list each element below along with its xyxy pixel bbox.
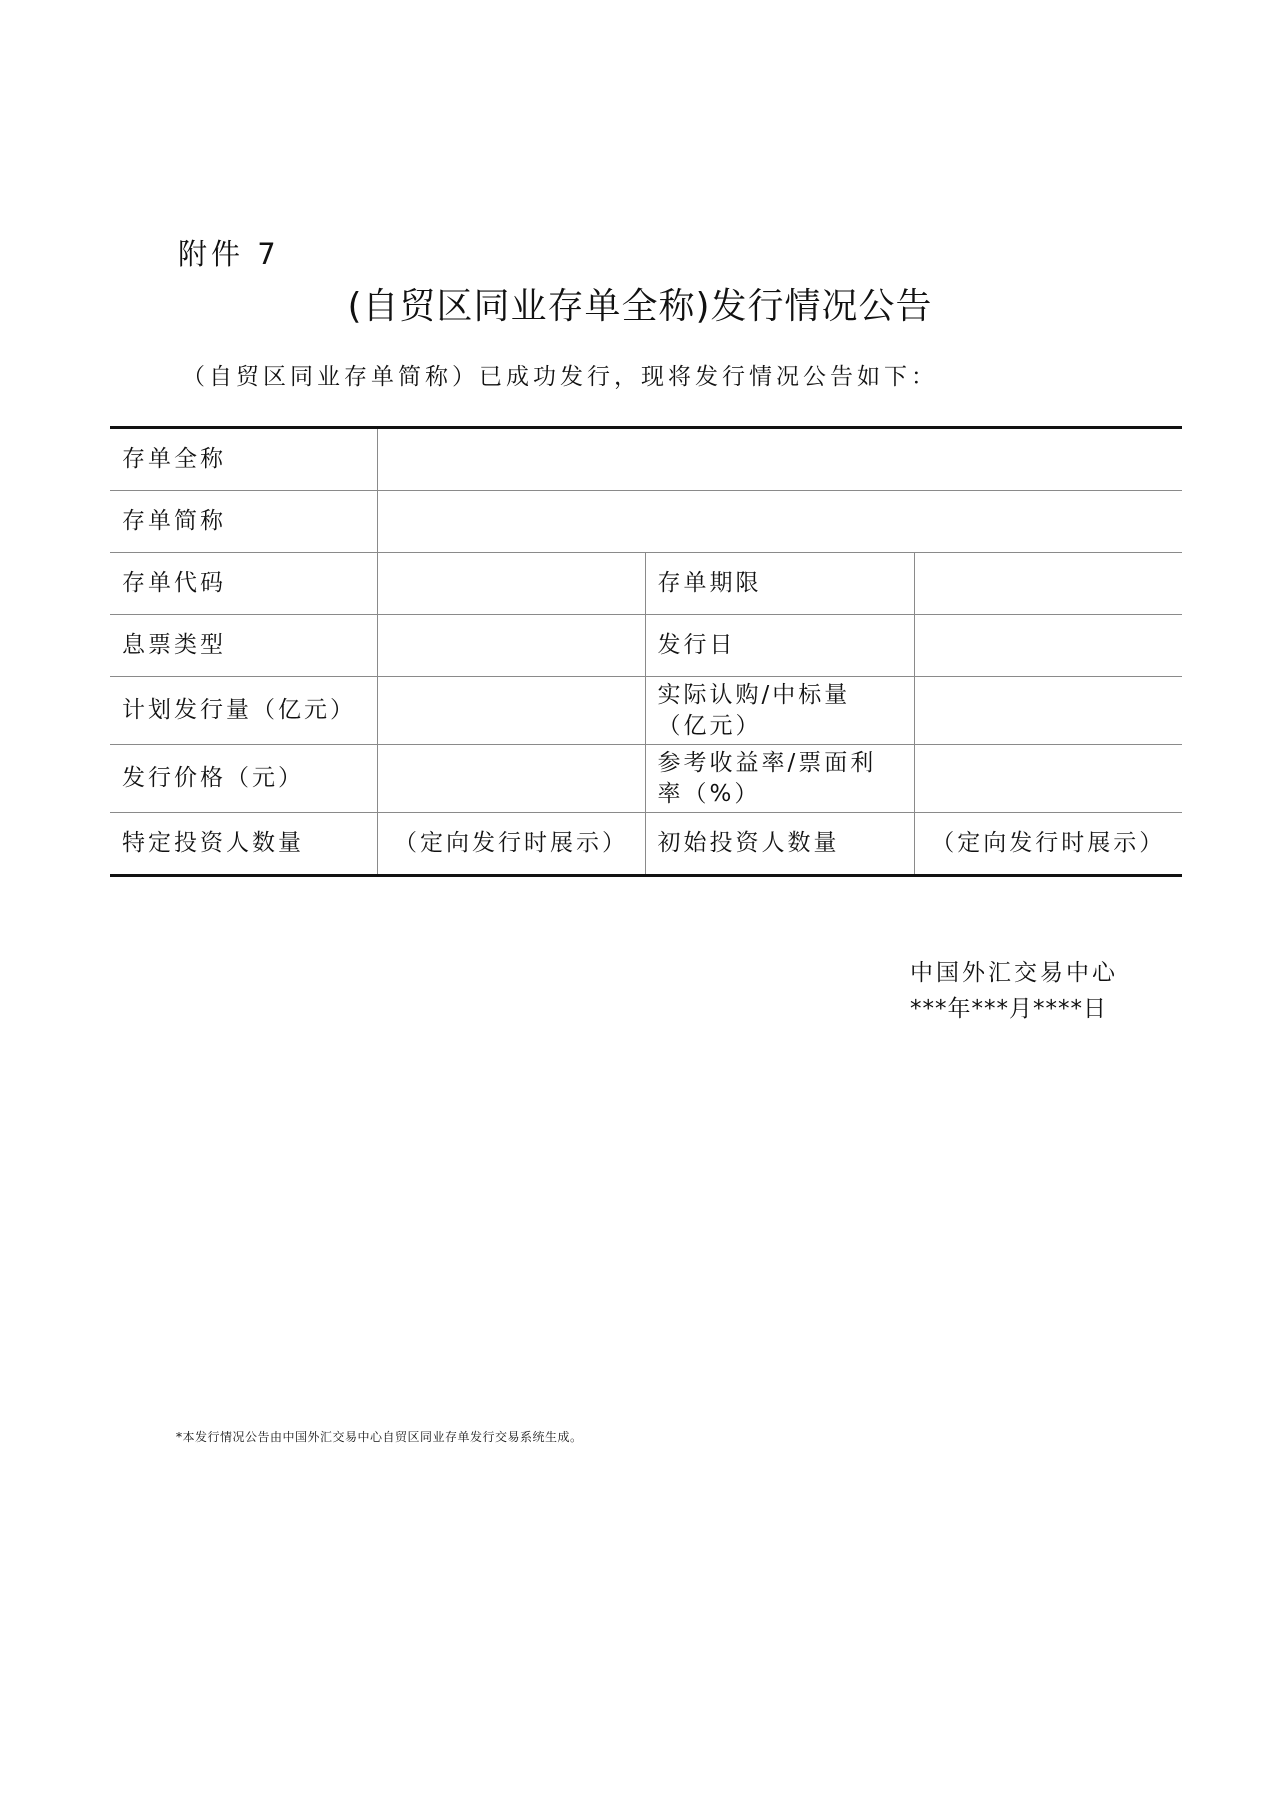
planned-amount-label: 计划发行量（亿元）: [110, 677, 377, 745]
initial-investors-value: （定向发行时展示）: [914, 813, 1182, 876]
price-value: [377, 745, 645, 813]
table-row: [110, 553, 1182, 615]
table-row: [110, 615, 1182, 677]
planned-amount-value: [377, 677, 645, 745]
actual-amount-value: [914, 677, 1182, 745]
specific-investors-label: 特定投资人数量: [110, 813, 377, 876]
issuance-info-table: [110, 426, 1182, 877]
table-row: [110, 745, 1182, 813]
term-value: [914, 553, 1182, 615]
term-label: 存单期限: [645, 553, 914, 615]
attachment-label: 附件 7: [178, 237, 280, 271]
code-label: 存单代码: [110, 553, 377, 615]
issuer-name: 中国外汇交易中心: [910, 960, 1118, 986]
full-name-label: 存单全称: [110, 428, 377, 491]
announcement-date: ***年***月****日: [910, 996, 1107, 1022]
short-name-label: 存单简称: [110, 491, 377, 553]
yield-label: 参考收益率/票面利率（%）: [645, 745, 914, 813]
footnote: *本发行情况公告由中国外汇交易中心自贸区同业存单发行交易系统生成。: [176, 1430, 583, 1444]
initial-investors-label: 初始投资人数量: [645, 813, 914, 876]
issue-date-value: [914, 615, 1182, 677]
document-title: (自贸区同业存单全称)发行情况公告: [347, 286, 933, 327]
actual-amount-label: 实际认购/中标量（亿元）: [645, 677, 914, 745]
table-row: [110, 813, 1182, 876]
full-name-value: [377, 428, 1182, 491]
short-name-value: [377, 491, 1182, 553]
yield-value: [914, 745, 1182, 813]
coupon-type-value: [377, 615, 645, 677]
intro-paragraph: （自贸区同业存单简称）已成功发行，现将发行情况公告如下：: [182, 364, 938, 390]
coupon-type-label: 息票类型: [110, 615, 377, 677]
code-value: [377, 553, 645, 615]
table-row: [110, 677, 1182, 745]
issue-date-label: 发行日: [645, 615, 914, 677]
price-label: 发行价格（元）: [110, 745, 377, 813]
table-row: [110, 428, 1182, 491]
table-row: [110, 491, 1182, 553]
specific-investors-value: （定向发行时展示）: [377, 813, 645, 876]
